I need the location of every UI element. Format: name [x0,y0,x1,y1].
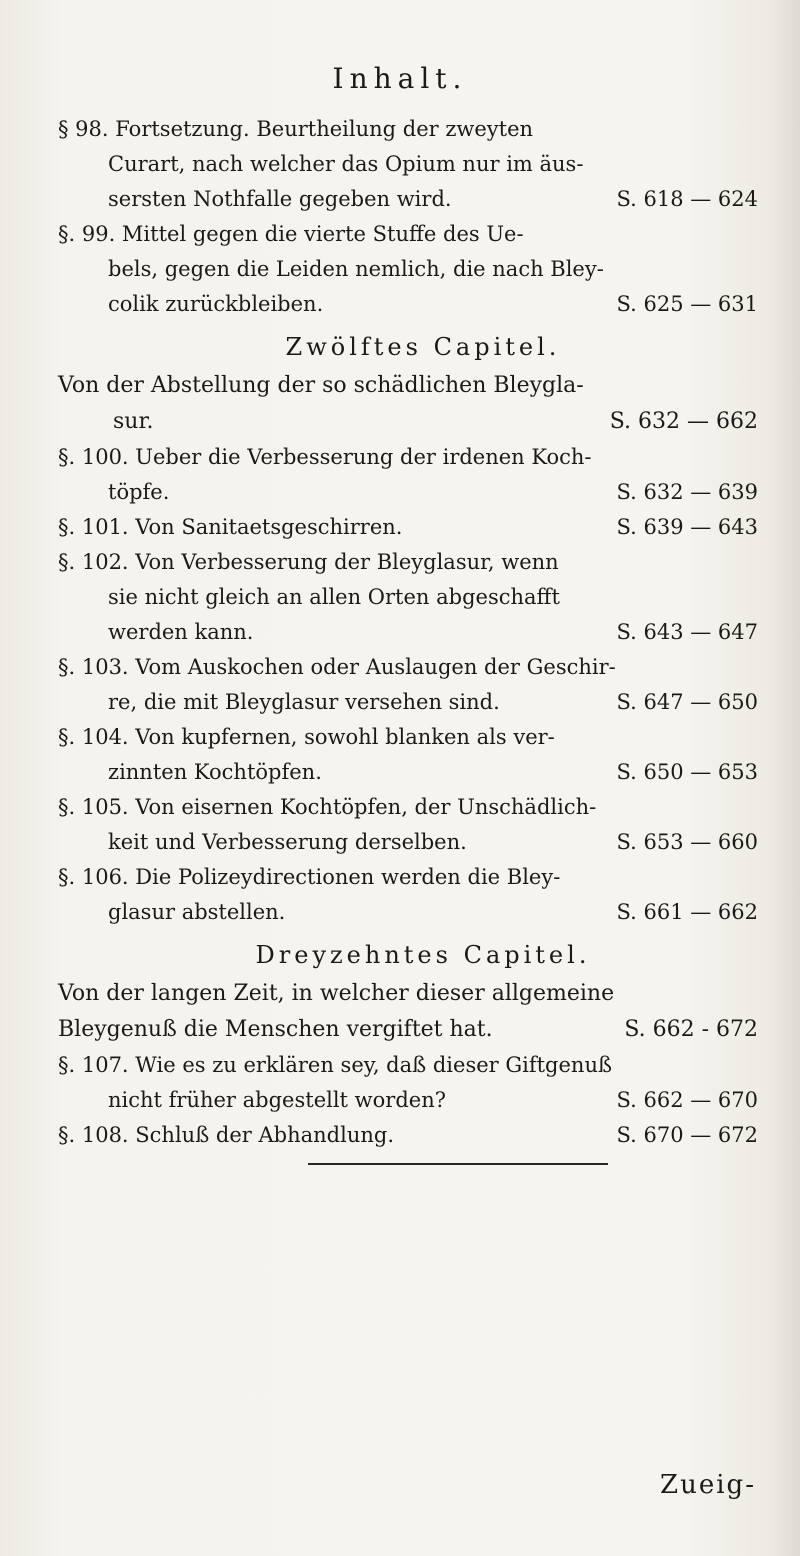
entry-line: §. 107. Wie es zu erklären sey, daß dieser Giftgenuß [58,1053,613,1077]
page-range: S. 650 — 653 [616,760,758,784]
page-range: S. 625 — 631 [616,292,758,316]
entry-line: werden kann. S. 643 — 647 [58,615,788,650]
toc-entry [58,545,788,650]
entry-line: §. 99. Mittel gegen die vierte Stuffe des Ue- [58,222,524,246]
entry-line: §. 106. Die Polizeydirectionen werden die Bley- [58,865,561,889]
chapter-heading: Zwölftes Capitel. [285,333,561,361]
entry-line: sersten Nothfalle gegeben wird. S. 618 — 624 [58,182,788,217]
entry-line: Curart, nach welcher das Opium nur im äus- [108,152,584,176]
toc-entry [58,112,788,217]
toc-entry [58,860,788,930]
chapter-desc-line: Von der Abstellung der so schädlichen Bleygla- [58,373,584,398]
entry-line: §. 102. Von Verbesserung der Bleyglasur, wenn [58,550,559,574]
closing-rule [308,1163,608,1165]
entry-line: zinnten Kochtöpfen. S. 650 — 653 [58,755,788,790]
entry-line: keit und Verbesserung derselben. S. 653 — 660 [58,825,788,860]
toc-entry [58,510,788,545]
running-head: Inhalt. [332,62,468,95]
chapter-description [58,976,788,1048]
entry-line: §. 101. Von Sanitaetsgeschirren. S. 639 — 643 [58,510,788,545]
chapter-desc-line: Bleygenuß die Menschen vergiftet hat. S. 662 - 672 [58,1012,788,1048]
entry-line: §. 104. Von kupfernen, sowohl blanken als ver- [58,725,555,749]
toc-entry [58,720,788,790]
page-range: S. 661 — 662 [616,900,758,924]
entry-line: § 98. Fortsetzung. Beurtheilung der zweyten [58,117,534,141]
page-range: S. 647 — 650 [616,690,758,714]
chapter-desc-line: Von der langen Zeit, in welcher dieser allgemeine [58,981,615,1006]
catchword: Zueig- [660,1470,756,1500]
toc-entry [58,1048,788,1118]
entry-line: §. 103. Vom Auskochen oder Auslaugen der Geschir- [58,655,616,679]
page-range: S. 662 - 672 [624,1017,758,1042]
toc-entry [58,650,788,720]
page-range: S. 632 — 639 [616,480,758,504]
entry-line: §. 100. Ueber die Verbesserung der irdenen Koch- [58,445,592,469]
page-range: S. 670 — 672 [616,1123,758,1147]
entry-line: §. 108. Schluß der Abhandlung. S. 670 — 672 [58,1118,788,1153]
entry-line: colik zurückbleiben. S. 625 — 631 [58,287,788,322]
chapter-heading: Dreyzehntes Capitel. [255,941,591,969]
toc-entry [58,1118,788,1153]
page-range: S. 643 — 647 [616,620,758,644]
entry-line: nicht früher abgestellt worden? S. 662 — 670 [58,1083,788,1118]
entry-line: glasur abstellen. S. 661 — 662 [58,895,788,930]
page-range: S. 653 — 660 [616,830,758,854]
toc-entry [58,790,788,860]
page-range: S. 639 — 643 [616,515,758,539]
chapter-description [58,368,788,440]
toc-entry [58,217,788,322]
page-range: S. 632 — 662 [609,409,758,434]
chapter-desc-line: sur. S. 632 — 662 [58,404,788,440]
entry-line: §. 105. Von eisernen Kochtöpfen, der Unschädlich- [58,795,597,819]
page-range: S. 618 — 624 [616,187,758,211]
entry-line: re, die mit Bleyglasur versehen sind. S. 647 — 650 [58,685,788,720]
toc-entry [58,440,788,510]
entry-line: töpfe. S. 632 — 639 [58,475,788,510]
page-range: S. 662 — 670 [616,1088,758,1112]
table-of-contents [58,112,788,1165]
entry-line: bels, gegen die Leiden nemlich, die nach Bley- [108,257,604,281]
entry-line: sie nicht gleich an allen Orten abgeschafft [108,585,560,609]
